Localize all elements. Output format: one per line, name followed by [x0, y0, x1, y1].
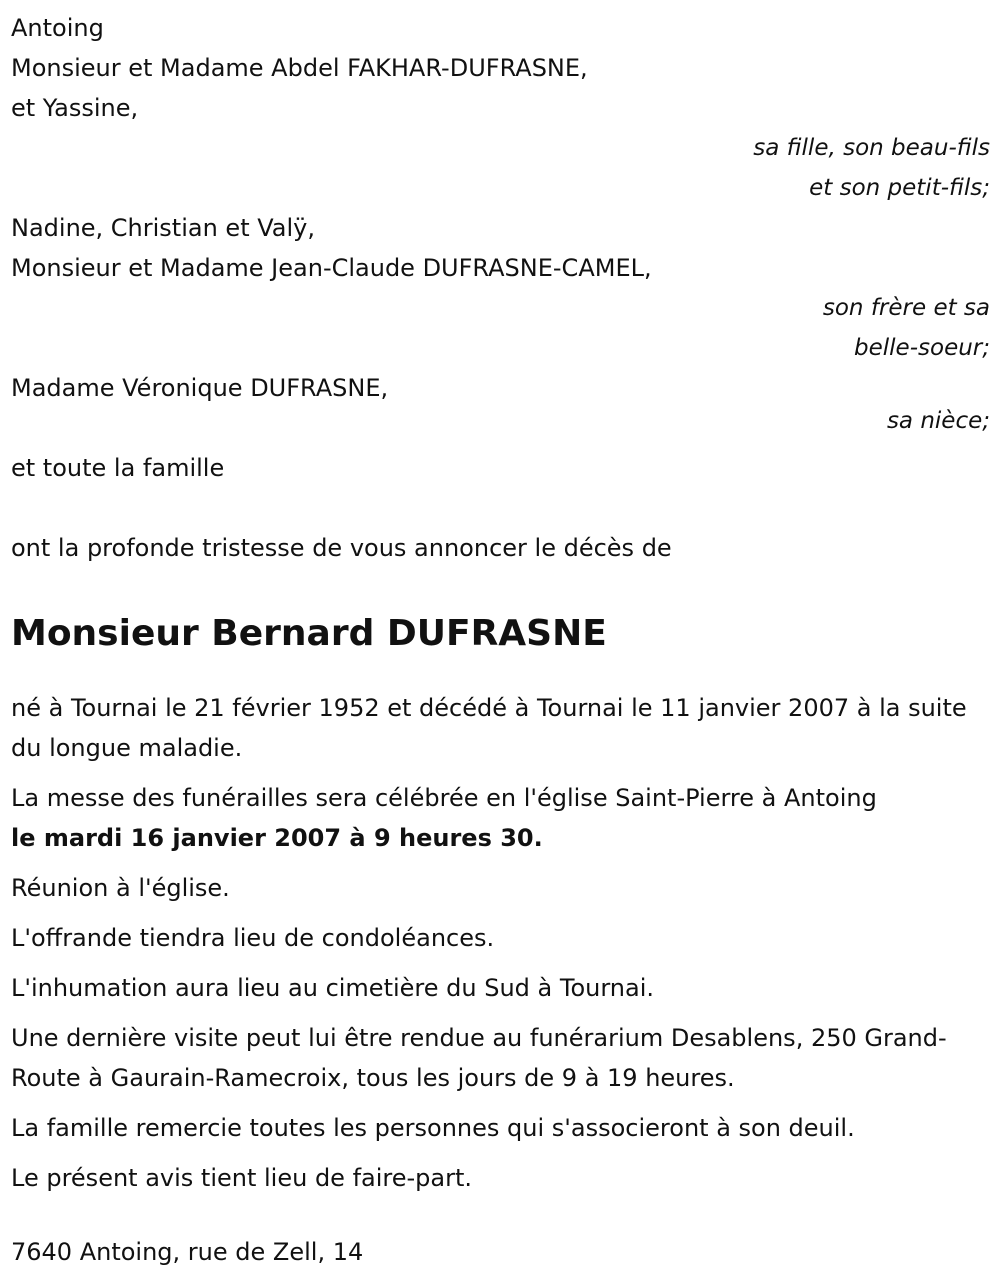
family-line-4: Monsieur et Madame Jean-Claude DUFRASNE-CAMEL, — [11, 254, 652, 282]
notice-text: Le présent avis tient lieu de faire-part. — [11, 1164, 473, 1192]
burial-text: L'inhumation aura lieu au cimetière du Sud à Tournai. — [11, 974, 655, 1002]
mass-date: le mardi 16 janvier 2007 à 9 heures 30. — [11, 824, 543, 852]
relation-1a: sa fille, son beau-fils — [753, 135, 990, 161]
offering-text: L'offrande tiendra lieu de condoléances. — [11, 924, 495, 952]
family-line-3: Nadine, Christian et Valÿ, — [11, 214, 315, 242]
place-name: Antoing — [11, 14, 104, 42]
relation-2a: son frère et sa — [822, 295, 990, 321]
deceased-name: Monsieur Bernard DUFRASNE — [11, 613, 607, 654]
obituary-document — [11, 8, 990, 1272]
mass-paragraph — [11, 778, 990, 858]
birth-death-text: né à Tournai le 21 février 1952 et décédé à Tournai le 11 janvier 2007 à la suite du longue maladie. — [11, 694, 967, 762]
thanks-text: La famille remercie toutes les personnes qui s'associeront à son deuil. — [11, 1114, 855, 1142]
family-line-6: et toute la famille — [11, 454, 225, 482]
visit-text: Une dernière visite peut lui être rendue au funérarium Desablens, 250 Grand-Route à Gaurain-Ramecroix, tous les jours de 9 à 19 heures. — [11, 1024, 947, 1092]
relation-1b: et son petit-fils; — [809, 175, 990, 201]
relation-2b: belle-soeur; — [854, 335, 990, 361]
relation-3: sa nièce; — [886, 408, 990, 434]
mass-text: La messe des funérailles sera célébrée en l'église Saint-Pierre à Antoing — [11, 784, 877, 812]
address-text: 7640 Antoing, rue de Zell, 14 — [11, 1238, 364, 1266]
announcement-text: ont la profonde tristesse de vous annoncer le décès de — [11, 534, 672, 562]
meeting-text: Réunion à l'église. — [11, 874, 230, 902]
family-line-1: Monsieur et Madame Abdel FAKHAR-DUFRASNE, — [11, 54, 588, 82]
family-line-5: Madame Véronique DUFRASNE, — [11, 374, 389, 402]
family-line-2: et Yassine, — [11, 94, 139, 122]
